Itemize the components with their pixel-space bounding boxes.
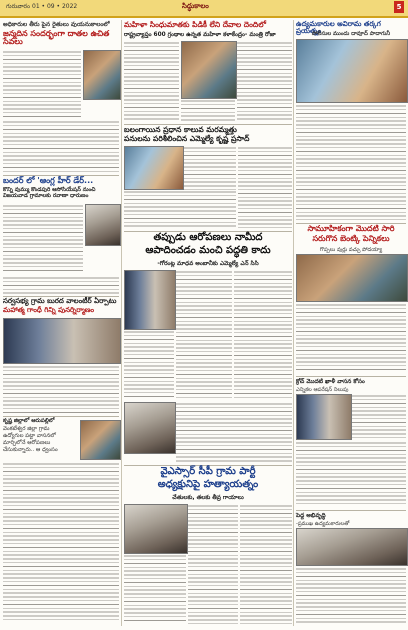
center-story2-text-2 — [184, 146, 236, 190]
right-mid2-photo — [296, 394, 352, 440]
right-mid-heading: సామూహికంగా మొదటి సారి — [307, 224, 395, 233]
left-section4-line: చేసుకున్నారు.. ఆ ధ్వంసం — [3, 446, 58, 453]
left-top-article-text-2 — [3, 120, 119, 172]
page-number-badge: 5 — [394, 1, 404, 13]
center-story3-sub: -గోరంట్ల మాధవ అంబానీకు ఎమ్మెల్యే ఎన్ సిసి — [157, 261, 259, 267]
right-mid2-text-1 — [352, 394, 406, 438]
center-story4-photo — [124, 504, 188, 554]
left-section4-photo — [80, 420, 121, 460]
center-top-sub: రాష్ట్రవ్యాప్తం 600 గ్రంథాల ఉన్నత మహిళా కళాకేంద్రం- మంత్రి రోజా — [124, 32, 276, 38]
center-story3-photo-2 — [124, 402, 176, 454]
left-section4-lines — [3, 426, 77, 454]
center-top-text-2 — [237, 41, 292, 121]
center-story3-text-2 — [176, 270, 232, 400]
center-story3-text-1 — [124, 330, 174, 400]
center-top-photo — [181, 41, 237, 99]
center-story4-text-2 — [188, 504, 238, 624]
left-section4-line: మార్చిలోనే ఆరోపణలు — [3, 439, 51, 446]
column-divider-right — [293, 20, 294, 626]
left-section2-sub: కొన్ని వుమ్ము కొండపురి ఆసోసియేషన్ నుంచి విజయవాడ గ్రామాలకు రవాణా ధారుణం — [3, 187, 96, 200]
left-section2-photo — [85, 204, 121, 246]
left-kicker: అధికారుల తీరు పైన రైతులు వుయనుకాలంలో — [3, 21, 110, 28]
right-top-heading: ఉద్యమకారుల అవిరామ తర్కగ ప్రయత్నం — [296, 20, 381, 36]
right-mid2-text-2 — [296, 441, 406, 507]
center-story2-text-3 — [238, 146, 292, 228]
left-top-article-text — [3, 50, 81, 118]
right-mid2-sub: ఎన్నికల ఆపరేషన్ నిలుపు — [296, 387, 349, 393]
center-story4-heading: వైఎస్సార్ సీపీ గ్రామ పార్టీ — [160, 466, 256, 477]
paper-name: సిద్ధుకాలం — [182, 2, 209, 10]
center-story3-text-3 — [234, 270, 292, 400]
left-section4-line: వెంకటేశ్వర జిల్లా గ్రామ — [3, 426, 50, 432]
center-story4-heading-2: అధ్యక్షునిపై హత్యాయత్నం — [157, 479, 259, 490]
issue-date: గురువారం 01 • 09 • 2022 — [6, 3, 78, 10]
center-story4-text-3 — [240, 504, 292, 624]
right-top-photo — [296, 39, 408, 103]
right-top-sub: పోలీసుల ముందు దావూద్ పాదాగునీ — [311, 31, 391, 37]
left-section4-line: ఉద్యోగుల పట్టా వాసనలో — [3, 432, 56, 439]
center-story4-sub: చేతులకు, తలకు తీవ్ర గాయాలు — [172, 495, 244, 501]
left-top-heading: జన్మదిన సందర్భంగా దాతల ఉచిత సేవలు — [3, 29, 110, 47]
center-story3-photo — [124, 270, 176, 330]
left-divider-3 — [3, 416, 119, 417]
right-bottom-heading: పెద్ద అభివృద్ధి — [296, 513, 326, 519]
center-story3-text-4 — [176, 402, 292, 462]
center-story3-heading: తప్పుడు ఆరోపణలు నామీద — [153, 232, 263, 243]
right-bottom-text — [296, 567, 406, 625]
left-section4-heading: కృష్ణ జిల్లాలో ఆరుపల్లిలో — [3, 418, 55, 424]
center-story2-heading-2: పనులను పరిశీలించిన ఎమ్మెల్యే కృష్ణ ప్రసాద్ — [124, 134, 250, 143]
center-top-text-1 — [124, 41, 179, 121]
right-mid-sub: గొప్పలు వుర్లు వచ్చు పోదయ్యా — [319, 247, 383, 253]
center-story3-heading-2: ఆపాదించడం మంచి పద్ధతి కాదు — [145, 245, 271, 256]
center-story2-heading: బలంగాయిన ప్రధాన కాలువ మరమ్మత్తు — [124, 125, 237, 134]
column-divider-left — [121, 20, 122, 626]
left-section2-text-2 — [3, 276, 119, 294]
center-story2-photo — [124, 146, 184, 190]
left-section2-heading: బందర్ లో 'ఆంగ్ల హీర్ డేర్... — [3, 176, 94, 185]
right-mid-text — [296, 303, 406, 373]
left-section3-text — [3, 365, 119, 413]
left-section3-photo — [3, 318, 121, 364]
right-bottom-sub: -ప్రముఖ ఉద్యమకారులతో — [296, 521, 350, 527]
right-mid-heading-2: సరుగొన బెంట్కి పెన్నికలు — [312, 234, 390, 243]
center-top-text-3 — [181, 99, 235, 121]
center-story4-text-1 — [124, 554, 186, 624]
left-section4-text — [3, 462, 119, 622]
right-mid2-heading: క్రోచ్ మొదటి ఖాళీ వాసన కోసం — [296, 379, 365, 385]
right-mid-photo — [296, 254, 408, 302]
right-divider-2 — [296, 376, 406, 377]
right-divider-3 — [296, 510, 406, 511]
right-bottom-photo — [296, 528, 408, 566]
left-section3-heading: సర్వసభ్య గ్రామ బురద వాలంటీర్ ఏర్పాటు — [3, 297, 117, 305]
right-top-text — [296, 104, 406, 220]
left-section3-sub: మహాత్మ గాంధీ గిన్ని పునర్నిర్మాణం — [3, 306, 95, 314]
center-top-heading: మహిళా సింధుమాతకు పిడికీ లేని దేవాల దెందిలో — [124, 20, 266, 29]
left-section2-text — [3, 204, 83, 274]
center-story2-text-1 — [124, 190, 236, 228]
left-top-photo — [83, 50, 121, 100]
